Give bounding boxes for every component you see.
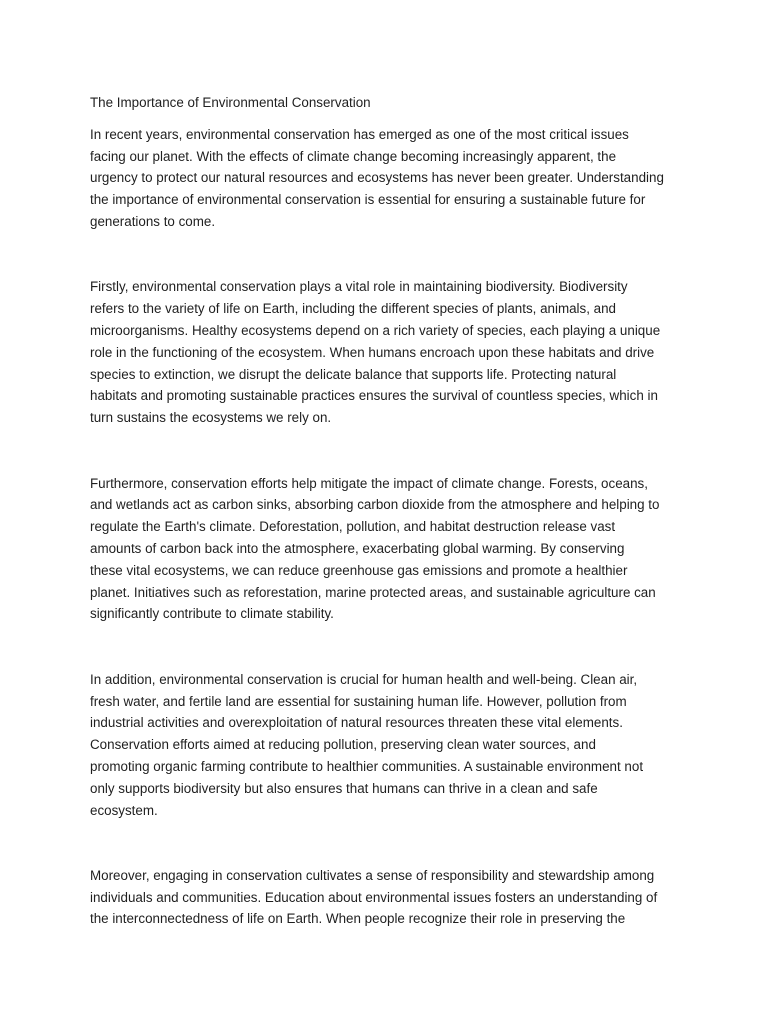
paragraph-biodiversity: Firstly, environmental conservation plays a vital role in maintaining biodiversity. Biodiversity refers to the variety of life on Earth, including the different species of plants, animals, and microorganisms. Healthy ecosystems depend on a rich variety of species, each playing a unique role in the functioning of the ecosystem. When humans encroach upon these habitats and drive species to extinction, we disrupt the delicate balance that supports life. Protecting natural habitats and promoting sustainable practices ensures the survival of countless species, which in turn sustains the ecosystems we rely on. bbox=[90, 279, 661, 426]
paragraph-human-health: In addition, environmental conservation is crucial for human health and well-being. Clean air, fresh water, and fertile land are essential for sustaining human life. However, pollution from industrial activities and overexploitation of natural resources threaten these vital elements. Conservation efforts aimed at reducing pollution, preserving clean water sources, and promoting organic farming contribute to healthier communities. A sustainable environment not only supports biodiversity but also ensures that humans can thrive in a clean and safe ecosystem. bbox=[90, 671, 644, 818]
paragraph-climate-change: Furthermore, conservation efforts help mitigate the impact of climate change. Forests, oceans, and wetlands act as carbon sinks, absorbing carbon dioxide from the atmosphere and helping to regulate the Earth's climate. Deforestation, pollution, and habitat destruction release vast amounts of carbon back into the atmosphere, exacerbating global warming. By conserving these vital ecosystems, we can reduce greenhouse gas emissions and promote a healthier planet. Initiatives such as reforestation, marine protected areas, and sustainable agriculture can significantly contribute to climate stability. bbox=[90, 475, 660, 622]
document-body bbox=[90, 92, 682, 930]
paragraph-stewardship: Moreover, engaging in conservation cultivates a sense of responsibility and stewardship among individuals and communities. Education about environmental issues fosters an understanding of the interconnectedness of life on Earth. When people recognize their role in preserving the bbox=[90, 867, 658, 927]
document-title: The Importance of Environmental Conservation bbox=[90, 95, 371, 110]
paragraph-intro: In recent years, environmental conservation has emerged as one of the most critical issues facing our planet. With the effects of climate change becoming increasingly apparent, the urgency to protect our natural resources and ecosystems has never been greater. Understanding the importance of environmental conservation is essential for ensuring a sustainable future for generations to come. bbox=[90, 126, 664, 229]
